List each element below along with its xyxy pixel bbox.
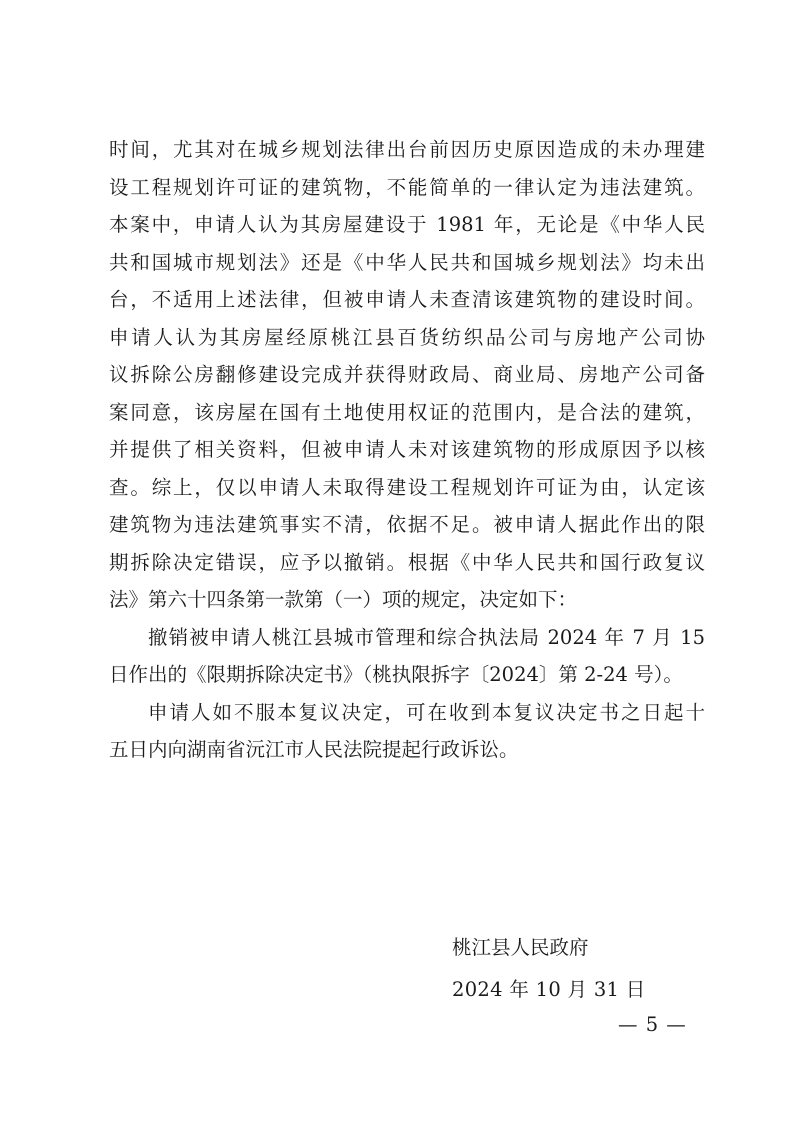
body-line: 申请人认为其房屋经原桃江县百货纺织品公司与房地产公司协 (109, 325, 705, 349)
issuing-organization: 桃江县人民政府 (452, 936, 589, 959)
decision-line: 日作出的《限期拆除决定书》（桃执限拆字〔2024〕第 2-24 号）。 (109, 663, 683, 686)
body-line: 台，不适用上述法律，但被申请人未查清该建筑物的建设时间。 (109, 288, 705, 311)
issue-date: 2024 年 10 月 31 日 (452, 978, 646, 1001)
appeal-line: 申请人如不服本复议决定，可在收到本复议决定书之日起十 (148, 700, 705, 724)
signature-block (452, 927, 646, 1011)
body-line: 建筑物为违法建筑事实不清，依据不足。被申请人据此作出的限 (109, 513, 705, 536)
body-line: 查。综上，仅以申请人未取得建设工程规划许可证为由，认定该 (109, 475, 705, 499)
body-line: 法》第六十四条第一款第（一）项的规定，决定如下： (109, 588, 578, 611)
body-line: 并提供了相关资料，但被申请人未对该建筑物的形成原因予以核 (109, 438, 705, 461)
body-line: 时间，尤其对在城乡规划法律出台前因历史原因造成的未办理建 (109, 138, 705, 161)
body-line: 共和国城市规划法》还是《中华人民共和国城乡规划法》均未出 (109, 250, 705, 274)
body-line: 本案中，申请人认为其房屋建设于 1981 年，无论是《中华人民 (109, 213, 705, 236)
decision-line: 撤销被申请人桃江县城市管理和综合执法局 2024 年 7 月 15 (148, 625, 705, 649)
body-line: 议拆除公房翻修建设完成并获得财政局、商业局、房地产公司备 (109, 363, 705, 386)
body-line: 期拆除决定错误，应予以撤销。根据《中华人民共和国行政复议 (109, 550, 705, 574)
body-line: 案同意，该房屋在国有土地使用权证的范围内，是合法的建筑， (109, 400, 705, 424)
page-number: — 5 — (618, 1013, 687, 1036)
body-line: 设工程规划许可证的建筑物，不能简单的一律认定为违法建筑。 (109, 175, 705, 199)
document-body (109, 131, 705, 769)
appeal-line: 五日内向湖南省沅江市人民法院提起行政诉讼。 (109, 738, 519, 761)
